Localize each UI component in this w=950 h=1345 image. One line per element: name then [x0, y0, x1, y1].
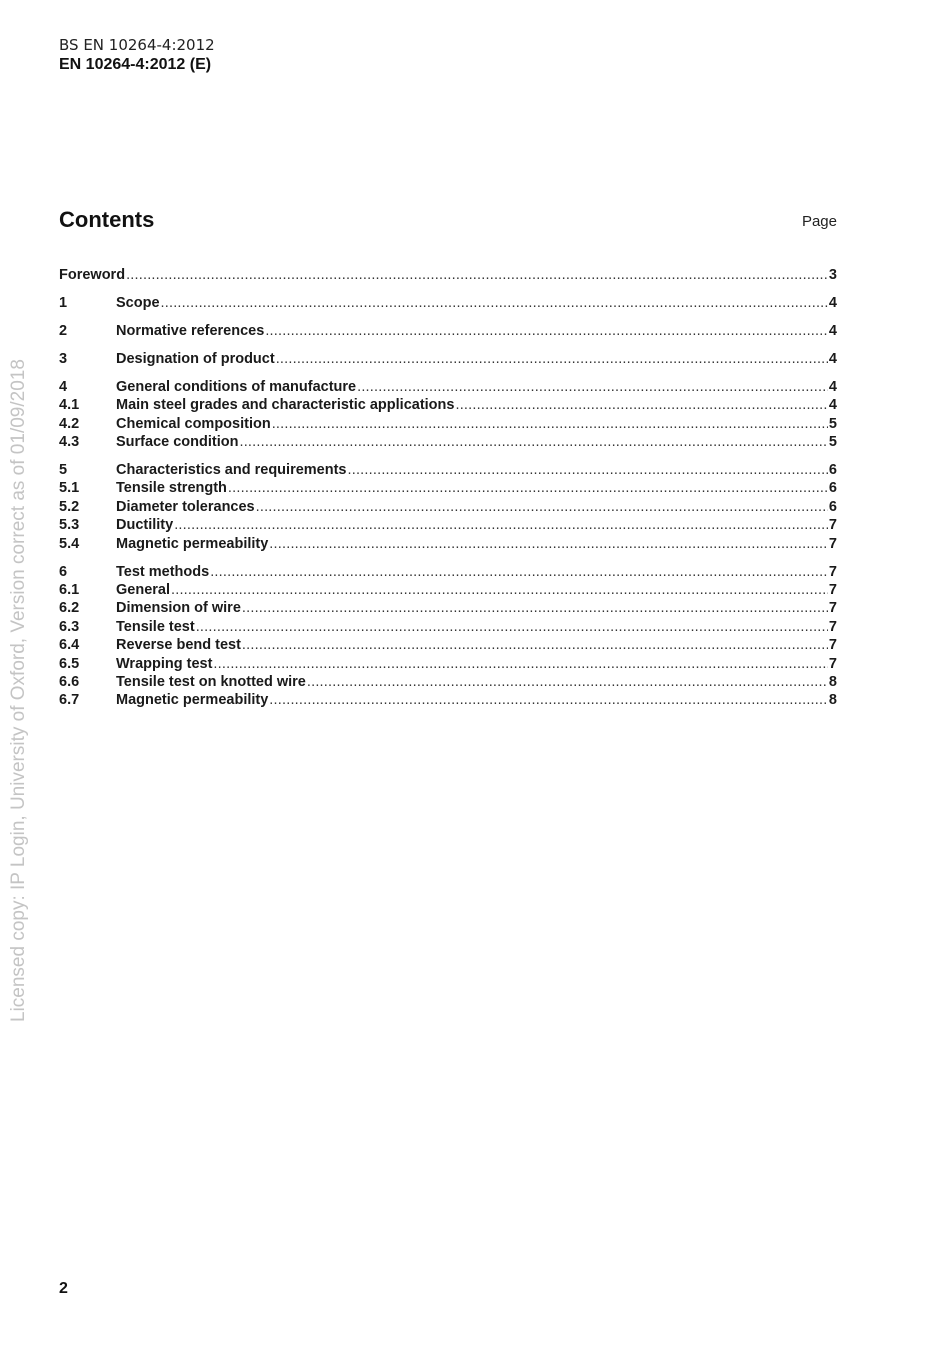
toc-entry-page: 8 — [828, 692, 837, 709]
toc-entry-page: 7 — [828, 600, 837, 617]
toc-dot-leader — [242, 637, 828, 653]
toc-entry-title: Chemical composition — [116, 415, 271, 432]
toc-entry[interactable] — [59, 582, 837, 600]
toc-entry[interactable] — [59, 416, 837, 434]
toc-entry-title: Diameter tolerances — [116, 498, 255, 515]
toc-entry[interactable] — [59, 295, 837, 313]
toc-entry[interactable] — [59, 499, 837, 517]
toc-entry[interactable] — [59, 480, 837, 498]
toc-entry-number: 4 — [59, 378, 68, 395]
toc-entry-title: Foreword — [59, 267, 126, 283]
toc-group-gap — [59, 453, 837, 463]
toc-dot-leader — [228, 480, 828, 496]
toc-entry-page: 5 — [828, 434, 837, 451]
toc-entry-title: Magnetic permeability — [116, 692, 269, 709]
toc-group-gap — [59, 369, 837, 379]
toc-dot-leader — [256, 499, 828, 515]
toc-dot-leader — [269, 692, 828, 708]
toc-entry[interactable] — [59, 397, 837, 415]
document-header — [59, 36, 215, 74]
toc-entry[interactable] — [59, 517, 837, 535]
toc-dot-leader — [276, 351, 828, 367]
toc-entry-page: 4 — [828, 378, 837, 395]
toc-entry-page: 7 — [828, 517, 837, 534]
toc-dot-leader — [171, 582, 828, 598]
toc-dot-leader — [213, 656, 828, 672]
toc-entry-title: General — [116, 582, 170, 599]
toc-entry-title: Tensile test — [116, 618, 195, 635]
toc-entry-page: 7 — [828, 637, 837, 654]
toc-group-gap — [59, 341, 837, 351]
toc-entry-number: 2 — [59, 322, 68, 339]
toc-entry[interactable] — [59, 600, 837, 618]
toc-entry-page: 7 — [828, 582, 837, 599]
toc-entry-title: Reverse bend test — [116, 637, 241, 654]
toc-entry-title: Test methods — [116, 563, 210, 580]
toc-entry-title: Scope — [116, 294, 160, 311]
toc-entry-number: 5.4 — [59, 535, 80, 552]
toc-entry-number: 1 — [59, 294, 68, 311]
toc-entry-page: 4 — [828, 350, 837, 367]
toc-entry[interactable] — [59, 462, 837, 480]
toc-entry-title: Main steel grades and characteristic applications — [116, 397, 455, 414]
toc-entry-title: Surface condition — [116, 434, 239, 451]
toc-dot-leader — [174, 517, 828, 533]
toc-dot-leader — [161, 295, 828, 311]
toc-dot-leader — [347, 462, 827, 478]
toc-entry-number: 5.1 — [59, 480, 80, 497]
toc-entry-number: 6 — [59, 563, 68, 580]
contents-heading: Contents — [59, 207, 155, 232]
toc-entry-number: 6.1 — [59, 582, 80, 599]
toc-entry[interactable] — [59, 674, 837, 692]
toc-entry-page: 7 — [828, 655, 837, 672]
toc-entry[interactable] — [59, 351, 837, 369]
toc-entry-number: 6.2 — [59, 600, 80, 617]
toc-entry-number: 3 — [59, 350, 68, 367]
toc-entry[interactable] — [59, 637, 837, 655]
toc-dot-leader — [269, 536, 828, 552]
toc-entry[interactable] — [59, 692, 837, 710]
toc-entry[interactable] — [59, 536, 837, 554]
toc-dot-leader — [126, 267, 828, 283]
toc-entry-page: 6 — [828, 498, 837, 515]
toc-entry-page: 4 — [828, 397, 837, 414]
toc-dot-leader — [455, 397, 827, 413]
toc-entry[interactable] — [59, 267, 837, 285]
toc-entry-page: 8 — [828, 673, 837, 690]
toc-entry-title: Ductility — [116, 517, 174, 534]
toc-entry-number: 6.5 — [59, 655, 80, 672]
toc-dot-leader — [272, 416, 828, 432]
toc-dot-leader — [307, 674, 828, 690]
toc-entry-number: 6.6 — [59, 673, 80, 690]
toc-entry[interactable] — [59, 434, 837, 452]
toc-group-gap — [59, 313, 837, 323]
toc-entry[interactable] — [59, 379, 837, 397]
toc-entry-page: 6 — [828, 480, 837, 497]
toc-dot-leader — [239, 434, 827, 450]
toc-entry-title: General conditions of manufacture — [116, 378, 357, 395]
toc-entry-page: 4 — [828, 294, 837, 311]
toc-entry-number: 6.7 — [59, 692, 80, 709]
toc-entry-number: 5 — [59, 462, 68, 479]
page-column-label: Page — [801, 213, 837, 230]
toc-entry-number: 6.3 — [59, 618, 80, 635]
toc-entry-number: 4.2 — [59, 415, 80, 432]
toc-entry-page: 7 — [828, 535, 837, 552]
toc-entry-number: 5.3 — [59, 517, 80, 534]
toc-entry-number: 6.4 — [59, 637, 80, 654]
toc-entry-page: 7 — [828, 563, 837, 580]
toc-entry[interactable] — [59, 564, 837, 582]
toc-entry-title: Normative references — [116, 322, 265, 339]
toc-entry-page: 5 — [828, 415, 837, 432]
toc-entry-page: 6 — [828, 462, 837, 479]
toc-entry[interactable] — [59, 656, 837, 674]
toc-entry-title: Tensile strength — [116, 480, 227, 497]
table-of-contents — [59, 267, 837, 711]
toc-entry[interactable] — [59, 323, 837, 341]
license-watermark: Licensed copy: IP Login, University of Oxford, Version correct as of 01/09/2018 — [8, 359, 29, 1022]
toc-dot-leader — [196, 619, 828, 635]
standard-reference: BS EN 10264-4:2012 — [59, 36, 215, 54]
toc-entry-page: 4 — [828, 322, 837, 339]
toc-entry-page: 3 — [828, 267, 837, 283]
toc-entry-number: 4.3 — [59, 434, 80, 451]
standard-reference-english: EN 10264-4:2012 (E) — [59, 56, 212, 73]
toc-entry-title: Dimension of wire — [116, 600, 241, 617]
toc-entry-title: Designation of product — [116, 350, 275, 367]
toc-dot-leader — [357, 379, 828, 395]
page-number: 2 — [59, 1280, 68, 1297]
toc-entry-title: Tensile test on knotted wire — [116, 673, 306, 690]
toc-entry[interactable] — [59, 619, 837, 637]
toc-entry-page: 7 — [828, 618, 837, 635]
toc-entry-number: 5.2 — [59, 498, 80, 515]
toc-entry-title: Wrapping test — [116, 655, 213, 672]
toc-entry-number: 4.1 — [59, 397, 80, 414]
toc-dot-leader — [265, 323, 828, 339]
toc-dot-leader — [210, 564, 828, 580]
toc-entry-title: Characteristics and requirements — [116, 462, 347, 479]
toc-group-gap — [59, 554, 837, 564]
toc-group-gap — [59, 285, 837, 295]
toc-dot-leader — [242, 600, 828, 616]
toc-entry-title: Magnetic permeability — [116, 535, 269, 552]
